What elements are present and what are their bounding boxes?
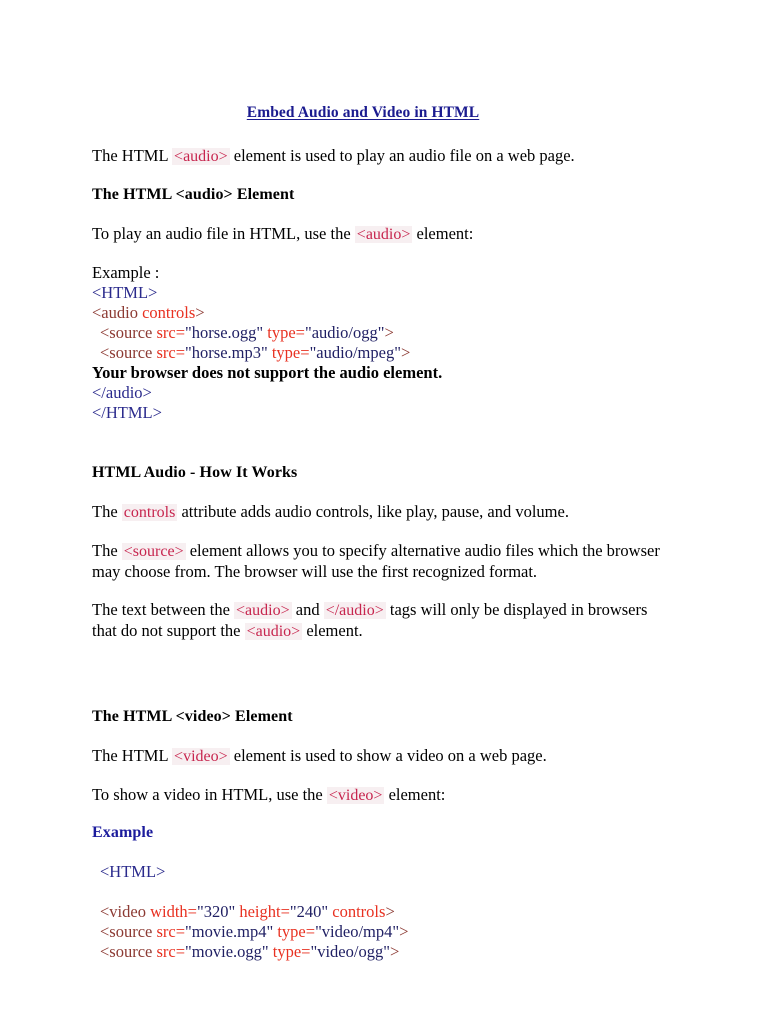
code-token-tag: <audio (92, 303, 143, 322)
how-it-works-paragraph-2 (92, 541, 660, 582)
inline-code-audio-close: </audio> (325, 602, 384, 619)
code-token-tag: > (389, 942, 400, 961)
code-token-attr: src= (156, 942, 186, 961)
code-line (92, 323, 660, 343)
audio-instruction-after: element: (412, 224, 474, 243)
video-html-open-line (92, 862, 660, 882)
code-token-tag: > (399, 922, 409, 941)
code-token-val: "audio/ogg" (304, 323, 385, 342)
hiw3-middle-2: tags will only be displayed in browsers that do not support the (92, 600, 648, 640)
video-paragraph-1 (92, 746, 660, 767)
code-token-attr: width= (150, 902, 197, 921)
code-token-tag: <source (100, 922, 157, 941)
code-token-val: "320" (196, 902, 236, 921)
code-token-tag: <source (100, 343, 157, 362)
code-token-tag: <source (100, 323, 157, 342)
code-line (92, 363, 660, 383)
code-token-val: "video/mp4" (315, 922, 400, 941)
code-token-val: "audio/mpeg" (309, 343, 401, 362)
video1-after: element is used to show a video on a web page. (229, 746, 547, 765)
how-it-works-paragraph-1 (92, 502, 660, 523)
code-token-attr: src= (156, 323, 186, 342)
code-token-attr: type= (277, 922, 316, 941)
code-token-tag: > (400, 343, 411, 362)
video2-after: element: (384, 785, 446, 804)
inline-code-source: <source> (123, 543, 184, 560)
inline-code-controls: controls (123, 504, 176, 521)
inline-code-audio-open: <audio> (236, 602, 290, 619)
spacer (92, 882, 660, 902)
audio-example-label: Example : (92, 263, 160, 282)
hiw2-before: The (92, 541, 122, 560)
code-token-tag: > (385, 902, 395, 921)
hiw3-middle-1: and (291, 600, 324, 619)
heading-how-it-works: HTML Audio - How It Works (92, 464, 298, 481)
code-token-attr: type= (271, 343, 310, 362)
code-token-close: </audio> (92, 383, 152, 402)
heading-audio-element: The HTML <audio> Element (92, 186, 295, 203)
code-line (92, 942, 660, 962)
intro-paragraph (92, 146, 660, 167)
intro-text-after: element is used to play an audio file on a web page. (229, 146, 575, 165)
how-it-works-paragraph-3 (92, 600, 660, 642)
code-line (92, 283, 660, 303)
code-token-val: "video/ogg" (310, 942, 390, 961)
hiw2-after: element allows you to specify alternative audio files which the browser may choose from. The browser will use the first recognized format. (92, 541, 660, 581)
video-paragraph-2 (92, 785, 660, 806)
code-token-val: "240" (289, 902, 329, 921)
code-token-attr: src= (156, 343, 186, 362)
inline-code-video: <video> (328, 787, 383, 804)
code-token-val: "horse.ogg" (185, 323, 264, 342)
page-title: Embed Audio and Video in HTML (246, 104, 480, 121)
code-line (92, 303, 660, 323)
spacer (92, 660, 660, 707)
code-line (92, 383, 660, 403)
code-token-attr: controls (332, 902, 386, 921)
audio-code-block (92, 283, 660, 423)
code-token-html: </HTML> (92, 403, 162, 422)
code-line (92, 403, 660, 423)
code-token-attr: src= (156, 922, 186, 941)
code-token-html: <HTML> (92, 283, 158, 302)
code-token-attr: controls (142, 303, 196, 322)
video1-before: The HTML (92, 746, 173, 765)
code-line (92, 343, 660, 363)
code-token-tag: > (195, 303, 205, 322)
hiw3-before: The text between the (92, 600, 235, 619)
code-token-tag: > (384, 323, 394, 342)
audio-instruction-before: To play an audio file in HTML, use the (92, 224, 355, 243)
heading-video-element: The HTML <video> Element (92, 708, 293, 725)
video-example-heading: Example (92, 824, 154, 841)
spacer (92, 423, 660, 463)
code-token-val: "movie.ogg" (185, 942, 269, 961)
code-token-tag: <video (100, 902, 151, 921)
intro-text-before: The HTML (92, 146, 173, 165)
inline-code-audio: <audio> (174, 148, 228, 165)
inline-code-audio: <audio> (356, 226, 411, 243)
code-token-attr: height= (239, 902, 290, 921)
code-token-val: "horse.mp3" (185, 343, 268, 362)
code-token-attr: type= (267, 323, 305, 342)
inline-code-audio: <audio> (246, 623, 301, 640)
code-line (92, 902, 660, 922)
audio-instruction-paragraph (92, 224, 660, 245)
code-line (92, 922, 660, 942)
video2-before: To show a video in HTML, use the (92, 785, 327, 804)
hiw3-after: element. (302, 621, 363, 640)
hiw1-before: The (92, 502, 122, 521)
code-line: <HTML> (100, 862, 166, 881)
video-code-block (92, 902, 660, 962)
code-token-tag: <source (100, 942, 157, 961)
code-token-plain: Your browser does not support the audio element. (92, 363, 443, 382)
code-token-val: "movie.mp4" (185, 922, 274, 941)
hiw1-after: attribute adds audio controls, like play, pause, and volume. (177, 502, 569, 521)
code-token-attr: type= (272, 942, 311, 961)
inline-code-video: <video> (174, 748, 228, 765)
